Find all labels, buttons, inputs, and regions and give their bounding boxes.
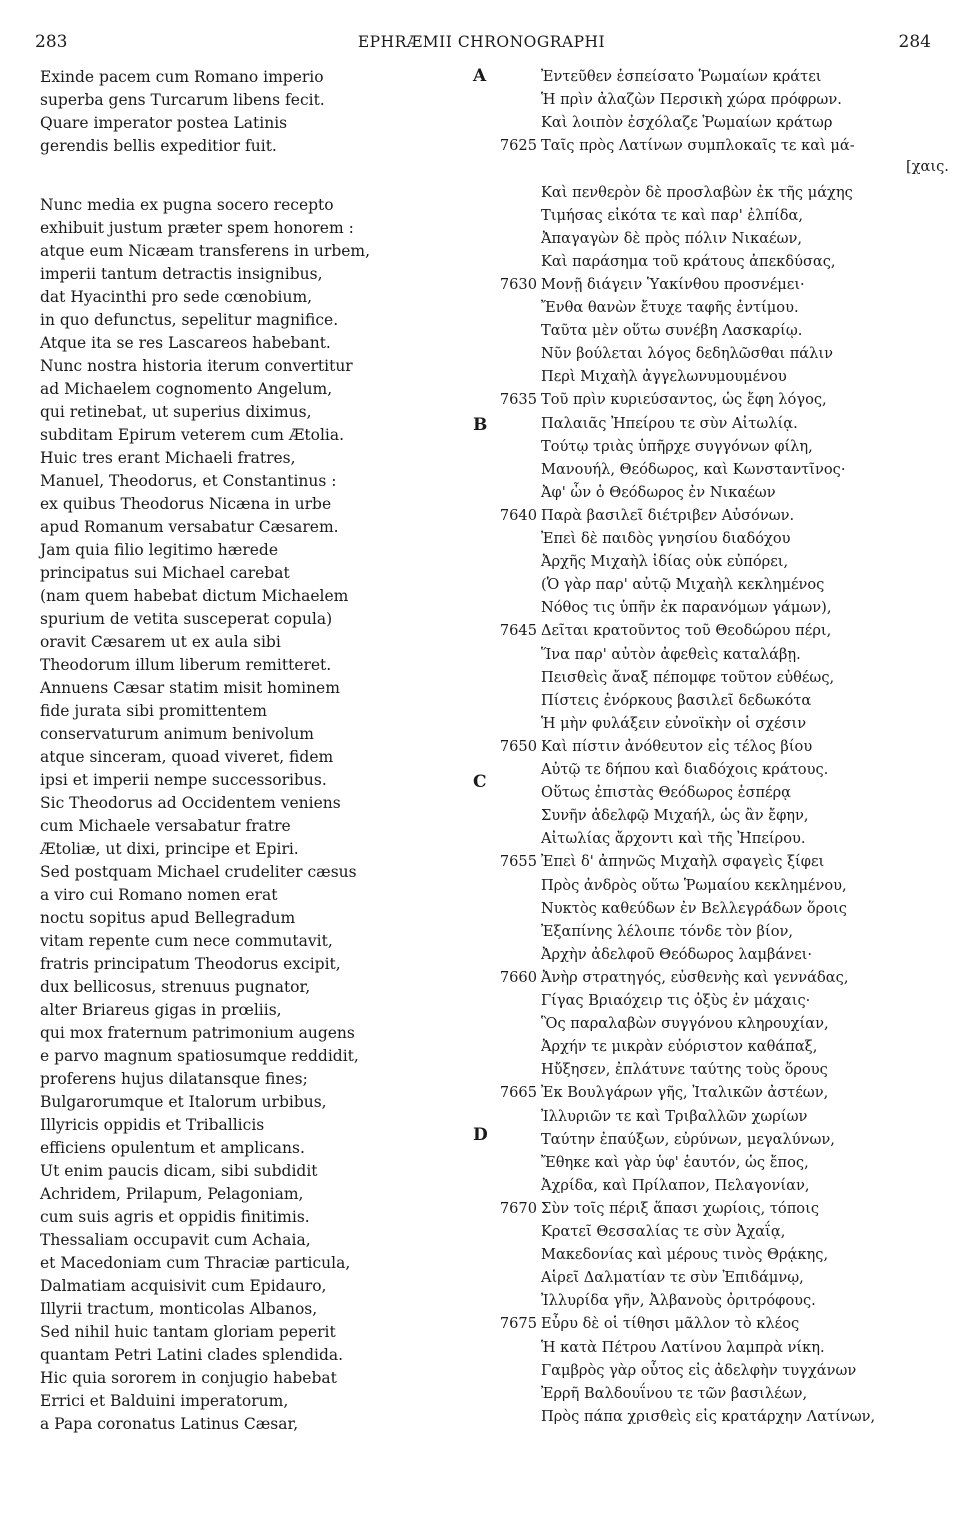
- greek-line: Δεῖται κρατοῦντος τοῦ Θεοδώρου πέρι,: [541, 622, 832, 640]
- latin-line: Nunc nostra historia iterum convertitur: [40, 356, 353, 375]
- latin-line: Sed nihil huic tantam gloriam peperit: [40, 1322, 336, 1341]
- greek-line: Καὶ λοιπὸν ἐσχόλαζε Ῥωμαίων κράτωρ: [541, 114, 833, 132]
- latin-line: gerendis bellis expeditior fuit.: [40, 137, 277, 155]
- latin-line: et Macedoniam cum Thraciæ particula,: [40, 1253, 351, 1272]
- latin-line: a viro cui Romano nomen erat: [40, 885, 278, 904]
- line-number: 7670: [499, 1199, 537, 1217]
- latin-line: Nunc media ex pugna socero recepto: [40, 195, 334, 214]
- latin-line: vitam repente cum nece commutavit,: [40, 931, 333, 950]
- greek-line: (Ὁ γὰρ παρ' αὐτῷ Μιχαὴλ κεκλημένος: [541, 576, 825, 594]
- latin-line: qui retinebat, ut superius diximus,: [40, 402, 312, 421]
- greek-line: Καὶ παράσημα τοῦ κράτους ἀπεκδύσας,: [541, 252, 836, 270]
- greek-line: Κρατεῖ Θεσσαλίας τε σὺν Ἀχαΐᾳ,: [541, 1223, 786, 1240]
- latin-line: atque sinceram, quoad viveret, fidem: [40, 747, 334, 766]
- latin-line: atque eum Nicæam transferens in urbem,: [40, 241, 371, 260]
- greek-line: Νόθος τις ὑπῆν ἐκ παρανόμων γάμων),: [541, 599, 832, 617]
- greek-line: Οὕτως ἐπιστὰς Θεόδωρος ἑσπέρᾳ: [541, 784, 792, 802]
- section-marker: B: [473, 415, 488, 435]
- section-marker: D: [473, 1125, 488, 1145]
- greek-line: Μακεδονίας καὶ μέρους τινὸς Θρᾴκης,: [541, 1246, 829, 1264]
- latin-line: Thessaliam occupavit cum Achaia,: [40, 1230, 311, 1249]
- greek-line: Πίστεις ἐνόρκους βασιλεῖ δεδωκότα: [541, 691, 812, 709]
- latin-line: Ut enim paucis dicam, sibi subdidit: [40, 1161, 318, 1180]
- latin-line: oravit Cæsarem ut ex aula sibi: [40, 632, 281, 651]
- latin-line: spurium de vetita susceperat copula): [40, 609, 333, 628]
- line-number: 7630: [499, 275, 537, 293]
- greek-line: Ἔνθα θανὼν ἔτυχε ταφῆς ἐντίμου.: [541, 299, 799, 316]
- latin-line: (nam quem habebat dictum Michaelem: [40, 586, 349, 605]
- greek-line: Ἐξαπίνης λέλοιπε τόνδε τὸν βίον,: [541, 922, 793, 940]
- greek-line: Παρὰ βασιλεῖ διέτριβεν Αὐσόνων.: [541, 506, 795, 524]
- greek-line: Νυκτὸς καθεύδων ἐν Βελλεγράδων ὅροις: [541, 899, 847, 917]
- greek-line: Ἰλλυριῶν τε καὶ Τριβαλλῶν χωρίων: [541, 1107, 808, 1125]
- greek-line: Μανουήλ, Θεόδωρος, καὶ Κωνσταντῖνος·: [541, 460, 846, 478]
- latin-line: imperii tantum detractis insignibus,: [40, 264, 323, 283]
- latin-line: efficiens opulentum et amplicans.: [40, 1138, 305, 1157]
- greek-line: Νῦν βούλεται λόγος δεδηλῶσθαι πάλιν: [541, 345, 833, 363]
- page-header: [0, 32, 963, 56]
- latin-line: Illyricis oppidis et Triballicis: [40, 1115, 265, 1134]
- latin-line: fide jurata sibi promittentem: [40, 701, 267, 720]
- greek-line: Ἀρχῆς Μιχαὴλ ἰδίας οὐκ εὐπόρει,: [541, 553, 789, 571]
- line-number: 7640: [499, 506, 537, 524]
- page-number-left: 283: [35, 32, 68, 52]
- latin-line: proferens hujus dilatansque fines;: [40, 1069, 308, 1088]
- latin-line: a Papa coronatus Latinus Cæsar,: [40, 1414, 299, 1433]
- section-marker: C: [473, 772, 487, 792]
- latin-line: noctu sopitus apud Bellegradum: [40, 908, 296, 927]
- latin-line: Ætoliæ, ut dixi, principe et Epiri.: [40, 839, 299, 858]
- line-number: 7625: [499, 137, 537, 155]
- greek-line: Εὖρυ δὲ οἱ τίθησι μᾶλλον τὸ κλέος: [541, 1315, 800, 1333]
- latin-line: principatus sui Michael carebat: [40, 563, 290, 582]
- greek-line: Ηὔξησεν, ἐπλάτυνε ταύτης τοὺς ὅρους: [541, 1061, 828, 1079]
- latin-line: Sic Theodorus ad Occidentem veniens: [40, 793, 341, 812]
- greek-line: Ἐντεῦθεν ἐσπείσατο Ῥωμαίων κράτει: [541, 68, 822, 85]
- latin-line: ex quibus Theodorus Nicæna in urbe: [40, 494, 332, 513]
- latin-line: fratris principatum Theodorus excipit,: [40, 954, 341, 973]
- line-number: 7675: [499, 1315, 537, 1333]
- latin-line: ipsi et imperii nempe successoribus.: [40, 770, 327, 789]
- greek-line: Ἐκ Βουλγάρων γῆς, Ἰταλικῶν ἀστέων,: [541, 1084, 829, 1102]
- latin-line: Dalmatiam acquisivit cum Epidauro,: [40, 1276, 327, 1295]
- greek-line: Ἐρρῆ Βαλδουΐνου τε τῶν βασιλέων,: [541, 1384, 808, 1402]
- greek-line: Αὐτῷ τε δήπου καὶ διαδόχοις κράτους.: [541, 761, 829, 778]
- greek-line: Τούτῳ τριὰς ὑπῆρχε συγγόνων φίλη,: [541, 437, 813, 455]
- greek-line: Ἡ μὴν φυλάξειν εὐνοϊκὴν οἱ σχέσιν: [541, 714, 807, 732]
- line-number: 7650: [499, 737, 537, 755]
- latin-line: exhibuit justum præter spem honorem :: [40, 218, 354, 237]
- section-marker: A: [473, 66, 487, 86]
- greek-line: Καὶ πενθερὸν δὲ προσλαβὼν ἐκ τῆς μάχης: [541, 183, 853, 201]
- greek-line: Ἔθηκε καὶ γὰρ ὑφ' ἑαυτόν, ὡς ἔπος,: [541, 1153, 809, 1171]
- latin-line: Huic tres erant Michaeli fratres,: [40, 448, 296, 467]
- latin-line: Errici et Balduini imperatorum,: [40, 1391, 289, 1410]
- greek-line: Ἀνὴρ στρατηγός, εὐσθενὴς καὶ γεννάδας,: [541, 968, 849, 986]
- latin-line: superba gens Turcarum libens fecit.: [40, 91, 325, 109]
- greek-line: Πρὸς πάπα χρισθεὶς εἰς κρατάρχην Λατίνων,: [541, 1407, 876, 1425]
- latin-line: Exinde pacem cum Romano imperio: [40, 68, 324, 86]
- greek-line: Περὶ Μιχαὴλ ἀγγελωνυμουμένου: [541, 368, 787, 386]
- greek-line: Γίγας Βριαόχειρ τις ὀξὺς ἐν μάχαις·: [541, 992, 811, 1009]
- line-number: 7660: [499, 968, 537, 986]
- greek-line: Ἐπεὶ δὲ παιδὸς γνησίου διαδόχου: [541, 530, 791, 547]
- latin-line: subditam Epirum veterem cum Ætolia.: [40, 425, 345, 444]
- greek-line: Τοῦ πρὶν κυριεύσαντος, ὡς ἔφη λόγος,: [541, 391, 827, 409]
- line-number: 7645: [499, 622, 537, 640]
- greek-line: Ἵνα παρ' αὐτὸν ἀφεθεὶς καταλάβῃ.: [541, 645, 801, 663]
- latin-line: quantam Petri Latini clades splendida.: [40, 1345, 344, 1364]
- latin-line: Hic quia sororem in conjugio habebat: [40, 1368, 337, 1387]
- latin-line: conservaturum animum benivolum: [40, 724, 315, 743]
- greek-line: Τιμήσας εἰκότα τε καὶ παρ' ἐλπίδα,: [541, 206, 804, 224]
- greek-line: Αἰτωλίας ἄρχοντι καὶ τῆς Ἠπείρου.: [541, 830, 806, 848]
- greek-line: Γαμβρὸς γὰρ οὗτος εἰς ἀδελφὴν τυγχάνων: [541, 1361, 857, 1379]
- latin-line: Atque ita se res Lascareos habebant.: [40, 333, 331, 352]
- greek-line: Ἐπεὶ δ' ἀπηνῶς Μιχαὴλ σφαγεὶς ξίφει: [541, 853, 825, 871]
- latin-line: Jam quia filio legitimo hærede: [40, 540, 279, 559]
- greek-line: Παλαιᾶς Ἠπείρου τε σὺν Αἰτωλίᾳ.: [541, 414, 798, 432]
- latin-line: cum Michaele versabatur fratre: [40, 816, 291, 835]
- greek-line: Ἡ πρὶν ἀλαζὼν Περσικὴ χώρα πρόφρων.: [541, 91, 842, 109]
- latin-line: Theodorum illum liberum remitteret.: [40, 655, 332, 674]
- latin-line: dat Hyacinthi pro sede cœnobium,: [40, 287, 313, 306]
- greek-line: Ὃς παραλαβὼν συγγόνου κληρουχίαν,: [541, 1015, 829, 1033]
- line-number: 7655: [499, 853, 537, 871]
- greek-line: Μονῇ διάγειν Ὑακίνθου προσνέμει·: [541, 275, 805, 293]
- greek-continuation: [χαις.: [906, 158, 949, 176]
- line-number: 7635: [499, 391, 537, 409]
- latin-line: alter Briareus gigas in prœliis,: [40, 1000, 282, 1019]
- latin-line: qui mox fraternum patrimonium augens: [40, 1023, 355, 1042]
- greek-line: Ἰλλυρίδα γῆν, Ἀλβανοὺς ὀριτρόφους.: [541, 1292, 816, 1310]
- greek-line: Πρὸς ἀνδρὸς οὕτω Ῥωμαίου κεκλημένου,: [541, 876, 847, 894]
- latin-line: dux bellicosus, strenuus pugnator,: [40, 977, 311, 996]
- greek-line: Ἀχρίδα, καὶ Πρίλαπον, Πελαγονίαν,: [541, 1176, 810, 1194]
- page-number-right: 284: [898, 32, 931, 52]
- latin-line: Sed postquam Michael crudeliter cæsus: [40, 862, 357, 881]
- latin-line: apud Romanum versabatur Cæsarem.: [40, 517, 339, 536]
- greek-line: Ταῦτα μὲν οὕτω συνέβη Λασκαρίῳ.: [541, 322, 803, 340]
- latin-line: Annuens Cæsar statim misit hominem: [40, 678, 340, 697]
- latin-line: Manuel, Theodorus, et Constantinus :: [40, 471, 337, 490]
- greek-line: Ἀρχὴν ἀδελφοῦ Θεόδωρος λαμβάνει·: [541, 945, 813, 963]
- latin-line: Bulgarorumque et Italorum urbibus,: [40, 1092, 327, 1111]
- greek-line: Πεισθεὶς ἄναξ πέπομφε τοῦτον εὐθέως,: [541, 668, 835, 686]
- latin-line: in quo defunctus, sepelitur magnifice.: [40, 310, 339, 329]
- greek-line: Συνῆν ἀδελφῷ Μιχαήλ, ὡς ἂν ἔφην,: [541, 807, 809, 825]
- greek-line: Καὶ πίστιν ἀνόθευτον εἰς τέλος βίου: [541, 737, 813, 755]
- greek-line: Αἱρεῖ Δαλματίαν τε σὺν Ἐπιδάμνῳ,: [541, 1269, 804, 1287]
- greek-line: Ἀπαγαγὼν δὲ πρὸς πόλιν Νικαέων,: [541, 229, 803, 247]
- greek-line: Ἀφ' ὧν ὁ Θεόδωρος ἐν Νικαέων: [541, 483, 776, 501]
- greek-line: Ἡ κατὰ Πέτρου Λατίνου λαμπρὰ νίκη.: [541, 1338, 825, 1356]
- greek-line: Ἀρχήν τε μικρὰν εὐόριστον καθάπαξ,: [541, 1038, 818, 1056]
- latin-line: e parvo magnum spatiosumque reddidit,: [40, 1046, 359, 1065]
- latin-line: Illyrii tractum, monticolas Albanos,: [40, 1299, 318, 1318]
- greek-line: Σὺν τοῖς πέριξ ἅπασι χωρίοις, τόποις: [541, 1199, 819, 1217]
- line-number: 7665: [499, 1084, 537, 1102]
- latin-line: ad Michaelem cognomento Angelum,: [40, 379, 333, 398]
- running-title: EPHRÆMII CHRONOGRAPHI: [357, 33, 606, 51]
- greek-line: Ταῖς πρὸς Λατίνων συμπλοκαῖς τε καὶ μά-: [541, 137, 855, 155]
- greek-line: Ταύτην ἐπαύξων, εὐρύνων, μεγαλύνων,: [541, 1130, 835, 1148]
- latin-line: cum suis agris et oppidis finitimis.: [40, 1207, 310, 1226]
- latin-line: Quare imperator postea Latinis: [40, 114, 288, 132]
- latin-line: Achridem, Prilapum, Pelagoniam,: [40, 1184, 304, 1203]
